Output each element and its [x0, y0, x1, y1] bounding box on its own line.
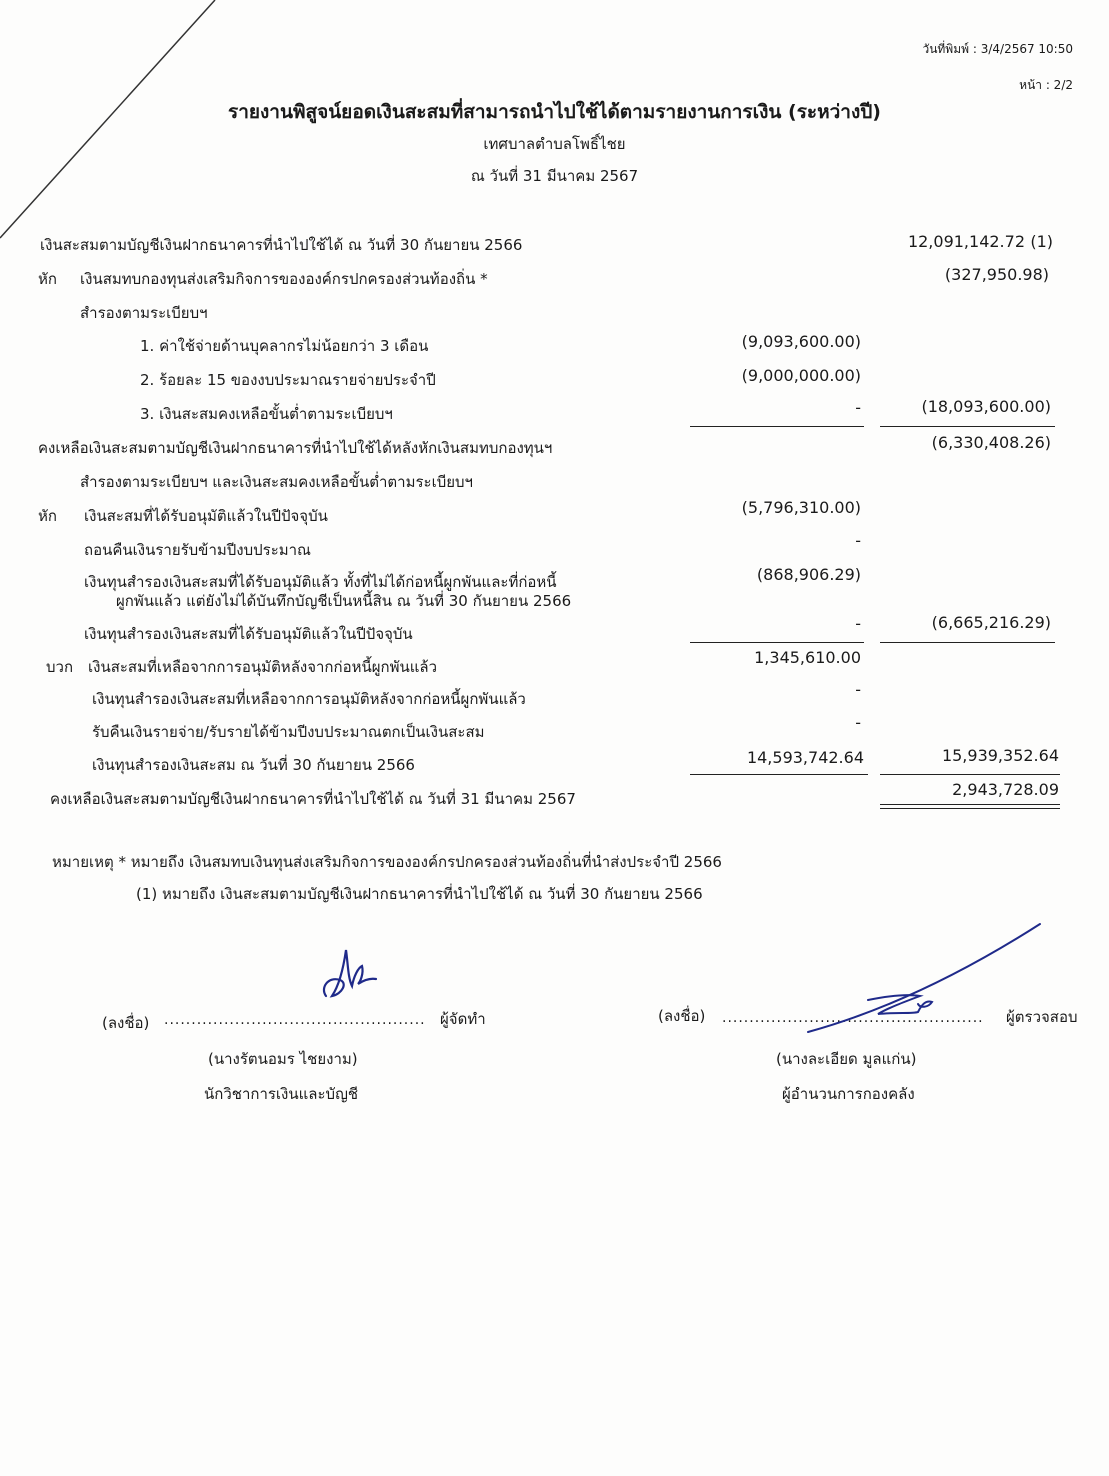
subtotal-line-1 [690, 426, 864, 427]
note-1: หมายเหตุ * หมายถึง เงินสมทบเงินทุนส่งเสริมกิจการขององค์กรปกครองส่วนท้องถิ่นที่นำส่งประจำปี 2566 [52, 853, 722, 871]
subtotal-line-4 [880, 642, 1055, 643]
subtotal-line-3 [690, 642, 864, 643]
fund-contribution-amount: (327,950.98) [944, 265, 1049, 284]
right-handwritten-signature [808, 920, 1044, 1036]
print-date: วันที่พิมพ์ : 3/4/2567 10:50 [922, 42, 1073, 56]
page-number: หน้า : 2/2 [1019, 78, 1073, 92]
balance-after-deduct-label: คงเหลือเงินสะสมตามบัญชีเงินฝากธนาคารที่นำไปใช้ได้หลังหักเงินสมทบกองทุนฯ [38, 439, 553, 457]
approved-current-year-label: เงินสะสมที่ได้รับอนุมัติแล้วในปีปัจจุบัน [84, 507, 328, 525]
right-signer-name: (นางละเอียด มูลแก่น) [776, 1050, 917, 1068]
less-prefix-1: หัก [38, 270, 57, 288]
reserve-total-amount: (18,093,600.00) [921, 397, 1051, 416]
closing-double-underline [880, 804, 1060, 809]
right-signer-position: ผู้อำนวนการกองคลัง [782, 1085, 915, 1103]
opening-balance-ref: (1) [1030, 232, 1053, 251]
reserve-fund-current-amount: - [855, 614, 861, 633]
opening-balance-label: เงินสะสมตามบัญชีเงินฝากธนาคารที่นำไปใช้ได้ ณ วันที่ 30 กันยายน 2566 [40, 236, 523, 254]
reserve-item-2-amount: (9,000,000.00) [741, 366, 861, 385]
refund-amount: - [855, 713, 861, 732]
right-sign-label: (ลงชื่อ) [658, 1007, 706, 1025]
reserve-fund-remaining-label: เงินทุนสำรองเงินสะสมที่เหลือจากการอนุมัติหลังจากก่อหนี้ผูกพันแล้ว [92, 690, 526, 708]
reserve-fund-approved-amount: (868,906.29) [756, 565, 861, 584]
left-handwritten-signature [318, 946, 382, 1008]
reserve-fund-approved-label: เงินทุนสำรองเงินสะสมที่ได้รับอนุมัติแล้ว ทั้งที่ไม่ได้ก่อหนี้ผูกพันและที่ก่อหนี้ [84, 573, 557, 591]
subtotal-line-2 [880, 426, 1055, 427]
withdraw-amount: - [855, 531, 861, 550]
note-2: (1) หมายถึง เงินสะสมตามบัญชีเงินฝากธนาคารที่นำไปใช้ได้ ณ วันที่ 30 กันยายน 2566 [136, 885, 703, 903]
left-signer-name: (นางรัตนอมร ไชยงาม) [208, 1050, 358, 1068]
subtotal-line-5 [690, 774, 868, 775]
reserve-item-3-label: 3. เงินสะสมคงเหลือขั้นต่ำตามระเบียบฯ [140, 405, 393, 423]
reserve-item-1-amount: (9,093,600.00) [741, 332, 861, 351]
balance-after-deduct-amount: (6,330,408.26) [931, 433, 1051, 452]
refund-label: รับคืนเงินรายจ่าย/รับรายได้ข้ามปีงบประมาณตกเป็นเงินสะสม [92, 723, 485, 741]
reserve-item-2-label: 2. ร้อยละ 15 ของงบประมาณรายจ่ายประจำปี [140, 371, 436, 389]
subtotal-line-6 [880, 774, 1060, 775]
balance-after-deduct-label-2: สำรองตามระเบียบฯ และเงินสะสมคงเหลือขั้นต่ำตามระเบียบฯ [80, 473, 473, 491]
deduct-total-amount: (6,665,216.29) [931, 613, 1051, 632]
remaining-approval-label: เงินสะสมที่เหลือจากการอนุมัติหลังจากก่อหนี้ผูกพันแล้ว [88, 658, 438, 676]
left-signer-position: นักวิชาการเงินและบัญชี [204, 1085, 359, 1103]
reserve-fund-remaining-amount: - [855, 680, 861, 699]
withdraw-label: ถอนคืนเงินรายรับข้ามปีงบประมาณ [84, 541, 311, 559]
right-sign-line: ................................................ [722, 1010, 984, 1026]
reserve-label: สำรองตามระเบียบฯ [80, 304, 208, 322]
left-sign-role: ผู้จัดทำ [440, 1010, 486, 1028]
reserve-fund-balance-label: เงินทุนสำรองเงินสะสม ณ วันที่ 30 กันยายน 2566 [92, 756, 415, 774]
reserve-item-3-amount: - [855, 398, 861, 417]
remaining-approval-amount: 1,345,610.00 [754, 648, 861, 667]
fund-contribution-label: เงินสมทบกองทุนส่งเสริมกิจการขององค์กรปกครองส่วนท้องถิ่น * [80, 270, 488, 288]
reserve-fund-approved-label-2: ผูกพันแล้ว แต่ยังไม่ได้บันทึกบัญชีเป็นหนี้สิน ณ วันที่ 30 กันยายน 2566 [116, 592, 572, 610]
opening-balance-amount: 12,091,142.72 [907, 232, 1025, 251]
addition-total-amount: 15,939,352.64 [941, 746, 1059, 765]
reserve-item-1-label: 1. ค่าใช้จ่ายด้านบุคลากรไม่น้อยกว่า 3 เดือน [140, 337, 429, 355]
reserve-fund-balance-amount: 14,593,742.64 [746, 748, 864, 767]
report-title: รายงานพิสูจน์ยอดเงินสะสมที่สามารถนำไปใช้ได้ตามรายงานการเงิน (ระหว่างปี) [228, 101, 881, 123]
right-sign-role: ผู้ตรวจสอบ [1006, 1008, 1078, 1026]
closing-balance-label: คงเหลือเงินสะสมตามบัญชีเงินฝากธนาคารที่นำไปใช้ได้ ณ วันที่ 31 มีนาคม 2567 [50, 790, 576, 808]
plus-prefix: บวก [46, 658, 74, 676]
approved-current-year-amount: (5,796,310.00) [741, 498, 861, 517]
closing-balance-amount: 2,943,728.09 [952, 780, 1059, 799]
report-date: ณ วันที่ 31 มีนาคม 2567 [470, 167, 639, 185]
reserve-fund-current-label: เงินทุนสำรองเงินสะสมที่ได้รับอนุมัติแล้วในปีปัจจุบัน [84, 625, 413, 643]
less-prefix-2: หัก [38, 507, 57, 525]
left-sign-label: (ลงชื่อ) [102, 1014, 150, 1032]
left-sign-line: ................................................ [164, 1012, 426, 1028]
organization-name: เทศบาลตำบลโพธิ์ไชย [483, 135, 626, 153]
